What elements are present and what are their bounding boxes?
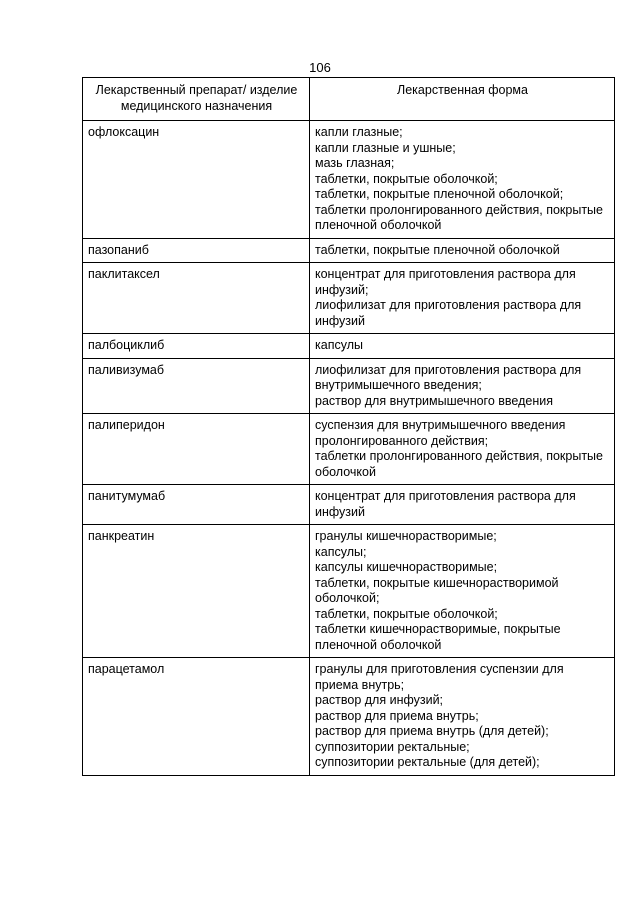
- table-body: [83, 121, 615, 776]
- drug-name-cell: палиперидон: [83, 414, 310, 485]
- table-row: [83, 238, 615, 263]
- drug-name-cell: офлоксацин: [83, 121, 310, 239]
- drug-name-cell: панитумумаб: [83, 485, 310, 525]
- dosage-form-item: таблетки, покрытые пленочной оболочкой;: [315, 187, 564, 201]
- dosage-form-cell: [310, 121, 615, 239]
- dosage-form-item: раствор для инфузий;: [315, 693, 444, 707]
- drug-name-cell: панкреатин: [83, 525, 310, 658]
- dosage-form-item: раствор для приема внутрь (для детей);: [315, 724, 549, 738]
- dosage-form-item: капсулы;: [315, 544, 367, 559]
- dosage-form-cell: [310, 334, 615, 359]
- dosage-form-cell: [310, 485, 615, 525]
- column-header-form: Лекарственная форма: [310, 78, 615, 121]
- dosage-form-item: таблетки пролонгированного действия, покрытые оболочкой: [315, 449, 603, 479]
- dosage-form-item: гранулы для приготовления суспензии для приема внутрь;: [315, 662, 564, 692]
- drug-name-cell: пазопаниб: [83, 238, 310, 263]
- dosage-form-item: суппозитории ректальные (для детей);: [315, 755, 540, 769]
- dosage-form-item: таблетки, покрытые пленочной оболочкой: [315, 242, 560, 257]
- dosage-form-cell: [310, 414, 615, 485]
- dosage-form-item: таблетки, покрытые оболочкой;: [315, 606, 498, 621]
- drug-name-cell: паклитаксел: [83, 263, 310, 334]
- drug-name-cell: парацетамол: [83, 658, 310, 776]
- drug-name-cell: палбоциклиб: [83, 334, 310, 359]
- table-row: [83, 485, 615, 525]
- table-row: [83, 658, 615, 776]
- table-row: [83, 263, 615, 334]
- dosage-form-item: гранулы кишечнорастворимые;: [315, 529, 497, 543]
- dosage-form-item: капли глазные и ушные;: [315, 140, 456, 155]
- dosage-form-item: капли глазные;: [315, 125, 403, 139]
- table-row: [83, 334, 615, 359]
- dosage-form-item: мазь глазная;: [315, 156, 395, 170]
- dosage-form-item: таблетки пролонгированного действия, покрытые пленочной оболочкой: [315, 202, 603, 232]
- table-row: [83, 358, 615, 414]
- column-header-drug: Лекарственный препарат/ изделие медицинского назначения: [83, 78, 310, 121]
- dosage-form-item: капсулы кишечнорастворимые;: [315, 560, 498, 574]
- dosage-form-item: лиофилизат для приготовления раствора для инфузий: [315, 298, 582, 328]
- dosage-form-item: концентрат для приготовления раствора для инфузий;: [315, 267, 576, 297]
- table-row: [83, 121, 615, 239]
- table-header-row: [83, 78, 615, 121]
- dosage-form-cell: [310, 358, 615, 414]
- table-row: [83, 525, 615, 658]
- dosage-form-item: суппозитории ректальные;: [315, 739, 470, 754]
- dosage-form-item: раствор для приема внутрь;: [315, 708, 479, 723]
- dosage-form-item: таблетки кишечнорастворимые, покрытые пленочной оболочкой: [315, 622, 561, 652]
- drug-name-cell: паливизумаб: [83, 358, 310, 414]
- dosage-form-item: суспензия для внутримышечного введения пролонгированного действия;: [315, 418, 566, 448]
- dosage-form-item: лиофилизат для приготовления раствора для внутримышечного введения;: [315, 362, 582, 392]
- page-number: 106: [309, 60, 331, 75]
- drug-table: [82, 77, 615, 776]
- dosage-form-item: таблетки, покрытые кишечнорастворимой оболочкой;: [315, 575, 559, 605]
- dosage-form-cell: [310, 525, 615, 658]
- dosage-form-cell: [310, 238, 615, 263]
- dosage-form-item: концентрат для приготовления раствора для инфузий: [315, 489, 576, 519]
- dosage-form-item: капсулы: [315, 338, 363, 352]
- dosage-form-cell: [310, 263, 615, 334]
- table-row: [83, 414, 615, 485]
- dosage-form-item: раствор для внутримышечного введения: [315, 393, 553, 408]
- dosage-form-item: таблетки, покрытые оболочкой;: [315, 171, 498, 186]
- dosage-form-cell: [310, 658, 615, 776]
